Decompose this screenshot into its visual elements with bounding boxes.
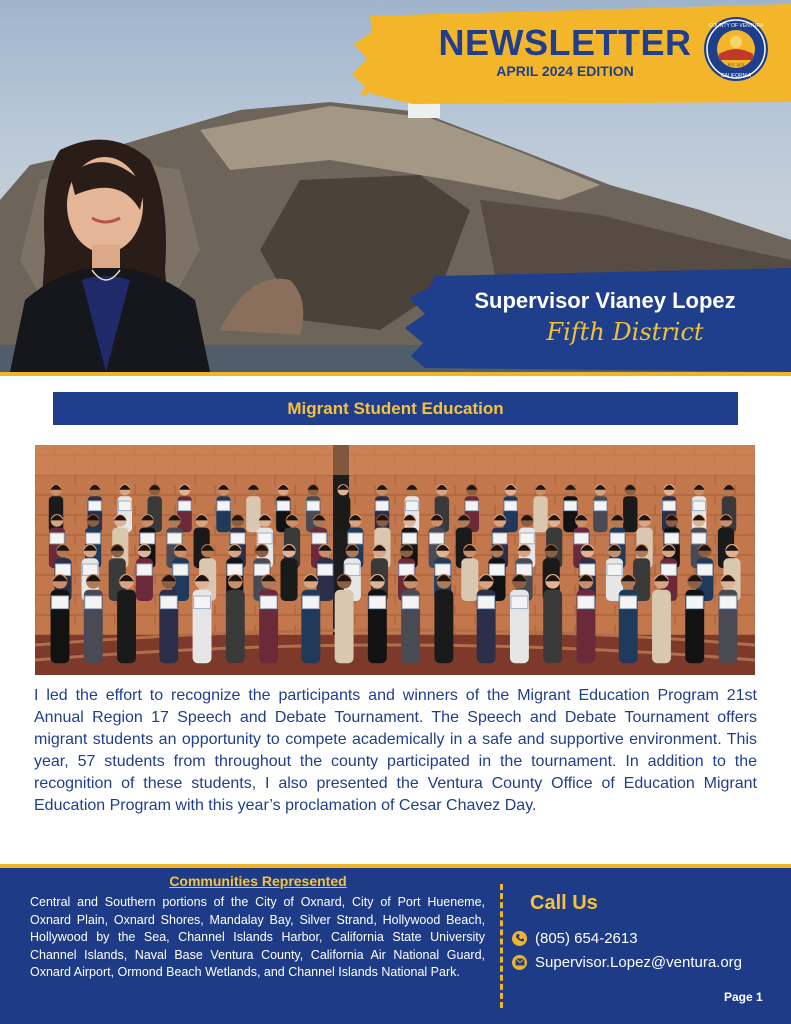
certificate <box>302 596 319 609</box>
certificate <box>194 596 211 609</box>
group-photo-illustration <box>35 445 755 675</box>
certificate <box>720 596 737 609</box>
certificate <box>465 501 478 511</box>
certificate <box>399 564 414 575</box>
certificate <box>594 501 607 511</box>
certificate <box>663 501 676 511</box>
certificate <box>661 564 676 575</box>
certificate <box>493 533 507 544</box>
certificate <box>140 533 154 544</box>
certificate <box>178 501 191 511</box>
communities-heading: Communities Represented <box>169 873 347 889</box>
svg-text:EST. 1873: EST. 1873 <box>727 63 745 67</box>
certificate <box>312 533 326 544</box>
certificate <box>578 596 595 609</box>
certificate <box>254 564 269 575</box>
certificate <box>489 564 504 575</box>
certificate <box>478 596 495 609</box>
certificate <box>85 596 102 609</box>
certificate <box>574 533 588 544</box>
certificate <box>580 564 595 575</box>
person-figure <box>563 484 577 532</box>
certificate <box>89 501 102 511</box>
person-figure <box>280 544 297 601</box>
footer-dashed-divider <box>500 884 503 1008</box>
certificate <box>686 596 703 609</box>
certificate <box>564 501 577 511</box>
certificate <box>83 564 98 575</box>
supervisor-name: Supervisor Vianey Lopez <box>474 288 736 313</box>
section-title: Migrant Student Education <box>53 392 738 425</box>
certificate <box>429 533 443 544</box>
person-figure <box>136 544 153 601</box>
certificate <box>610 533 624 544</box>
edition-label: APRIL 2024 EDITION <box>496 63 634 79</box>
certificate <box>697 564 712 575</box>
certificate <box>504 501 517 511</box>
certificate <box>160 596 177 609</box>
certificate <box>693 501 706 511</box>
phone-icon <box>512 931 527 946</box>
certificate <box>369 596 386 609</box>
certificate <box>665 533 679 544</box>
person-figure <box>461 544 478 601</box>
certificate <box>406 501 419 511</box>
page-number: Page 1 <box>724 990 763 1004</box>
person-figure <box>246 484 260 532</box>
certificate <box>86 533 100 544</box>
certificate <box>402 533 416 544</box>
district-label: Fifth District <box>546 318 704 346</box>
person-figure <box>336 484 350 532</box>
certificate <box>50 533 64 544</box>
email-address[interactable]: Supervisor.Lopez@ventura.org <box>535 953 743 971</box>
certificate <box>376 501 389 511</box>
communities-text: Central and Southern portions of the City of Oxnard, City of Port Hueneme, Oxnard Plain, Oxnard Shores, Mandalay Bay, Silver Strand, Hollywood Beach, Hollywood by the Sea, Channel Islands Harbor, California State University Channel Islands, Naval Base Ventura County, California Air National Guard, Oxnard Airport, Ormond Beach Wetlands, and Channel Islands National Park. <box>30 895 485 979</box>
supervisor-portrait <box>0 130 220 372</box>
certificate <box>227 564 242 575</box>
call-us-heading: Call Us <box>530 892 598 914</box>
certificate <box>173 564 188 575</box>
certificate <box>345 564 360 575</box>
person-figure <box>593 484 607 532</box>
group-photo <box>35 445 755 675</box>
person-figure <box>623 484 637 532</box>
header-banner <box>0 0 791 372</box>
email-icon <box>512 955 527 970</box>
certificate <box>52 596 69 609</box>
certificate <box>511 596 528 609</box>
certificate <box>402 596 419 609</box>
section-body: I led the effort to recognize the participants and winners of the Migrant Education Program 21st Annual Region 17 Speech and Debate Tournament. The Speech and Debate Tournament offers migrant students an opportunity to compete academically in a safe and supportive environment. This year, 57 students from throughout the county participated in the tournament. In addition to the recognition of these students, I also presented the Ventura County Office of Education Migrant Education Program with this year’s proclamation of Cesar Chavez Day. <box>34 687 757 814</box>
phone-number[interactable]: (805) 654-2613 <box>535 929 638 947</box>
certificate <box>258 533 272 544</box>
certificate <box>620 596 637 609</box>
certificate <box>348 533 362 544</box>
certificate <box>137 564 152 575</box>
certificate <box>307 501 320 511</box>
certificate <box>520 533 534 544</box>
newsletter-title: NEWSLETTER <box>438 22 692 63</box>
certificate <box>277 501 290 511</box>
certificate <box>118 501 131 511</box>
certificate <box>217 501 230 511</box>
certificate <box>260 596 277 609</box>
certificate <box>318 564 333 575</box>
person-figure <box>533 484 547 532</box>
person-figure <box>177 484 191 532</box>
certificate <box>167 533 181 544</box>
person-figure <box>216 484 230 532</box>
certificate <box>435 564 450 575</box>
header-divider <box>0 372 791 376</box>
county-seal <box>703 16 769 82</box>
certificate <box>55 564 70 575</box>
certificate <box>231 533 245 544</box>
person-figure <box>503 484 517 532</box>
certificate <box>607 564 622 575</box>
certificate <box>516 564 531 575</box>
email-row[interactable] <box>512 952 742 972</box>
svg-text:COUNTY OF VENTURA: COUNTY OF VENTURA <box>708 23 764 29</box>
svg-text:CALIFORNIA: CALIFORNIA <box>720 73 752 79</box>
certificate <box>692 533 706 544</box>
phone-row[interactable] <box>512 928 638 948</box>
